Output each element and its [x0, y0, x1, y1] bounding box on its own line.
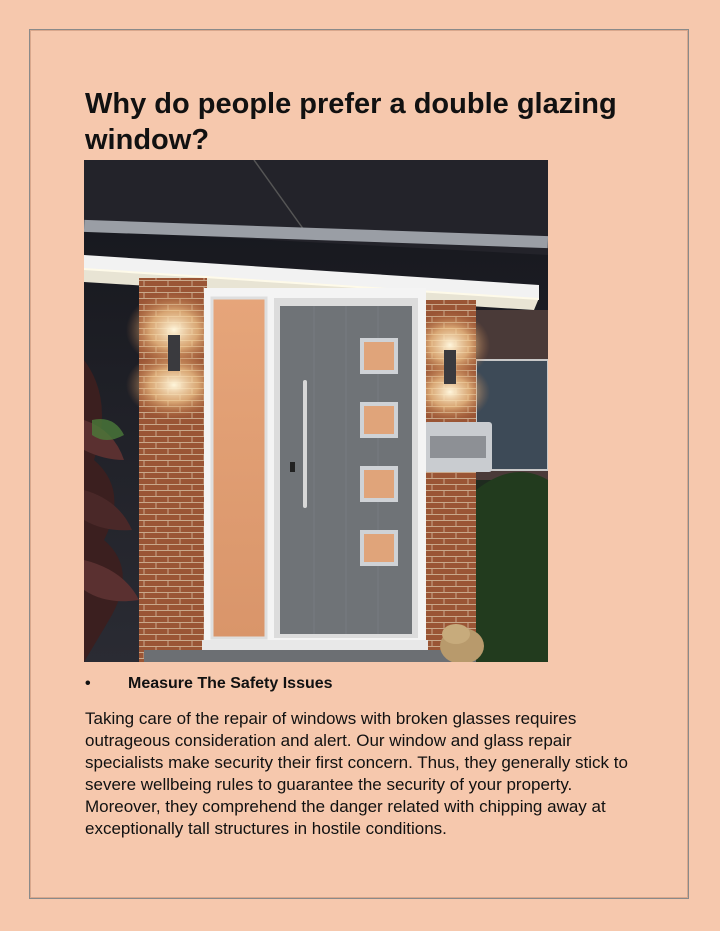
bullet-point: • [85, 675, 91, 692]
section-heading-text: Measure The Safety Issues [128, 675, 333, 692]
page-title: Why do people prefer a double glazing window? [85, 88, 617, 156]
section-body-paragraph: Taking care of the repair of windows with broken glasses requires outrageous consideration and alert. Our window and glass repair specialists make security their first concern. Thus, they generally stick to severe wellbeing rules to guarantee the security of your property. Moreover, they comprehend the danger related with chipping away at exceptionally tall structures in hostile conditions. [85, 709, 628, 838]
front-door-photo [84, 160, 548, 662]
